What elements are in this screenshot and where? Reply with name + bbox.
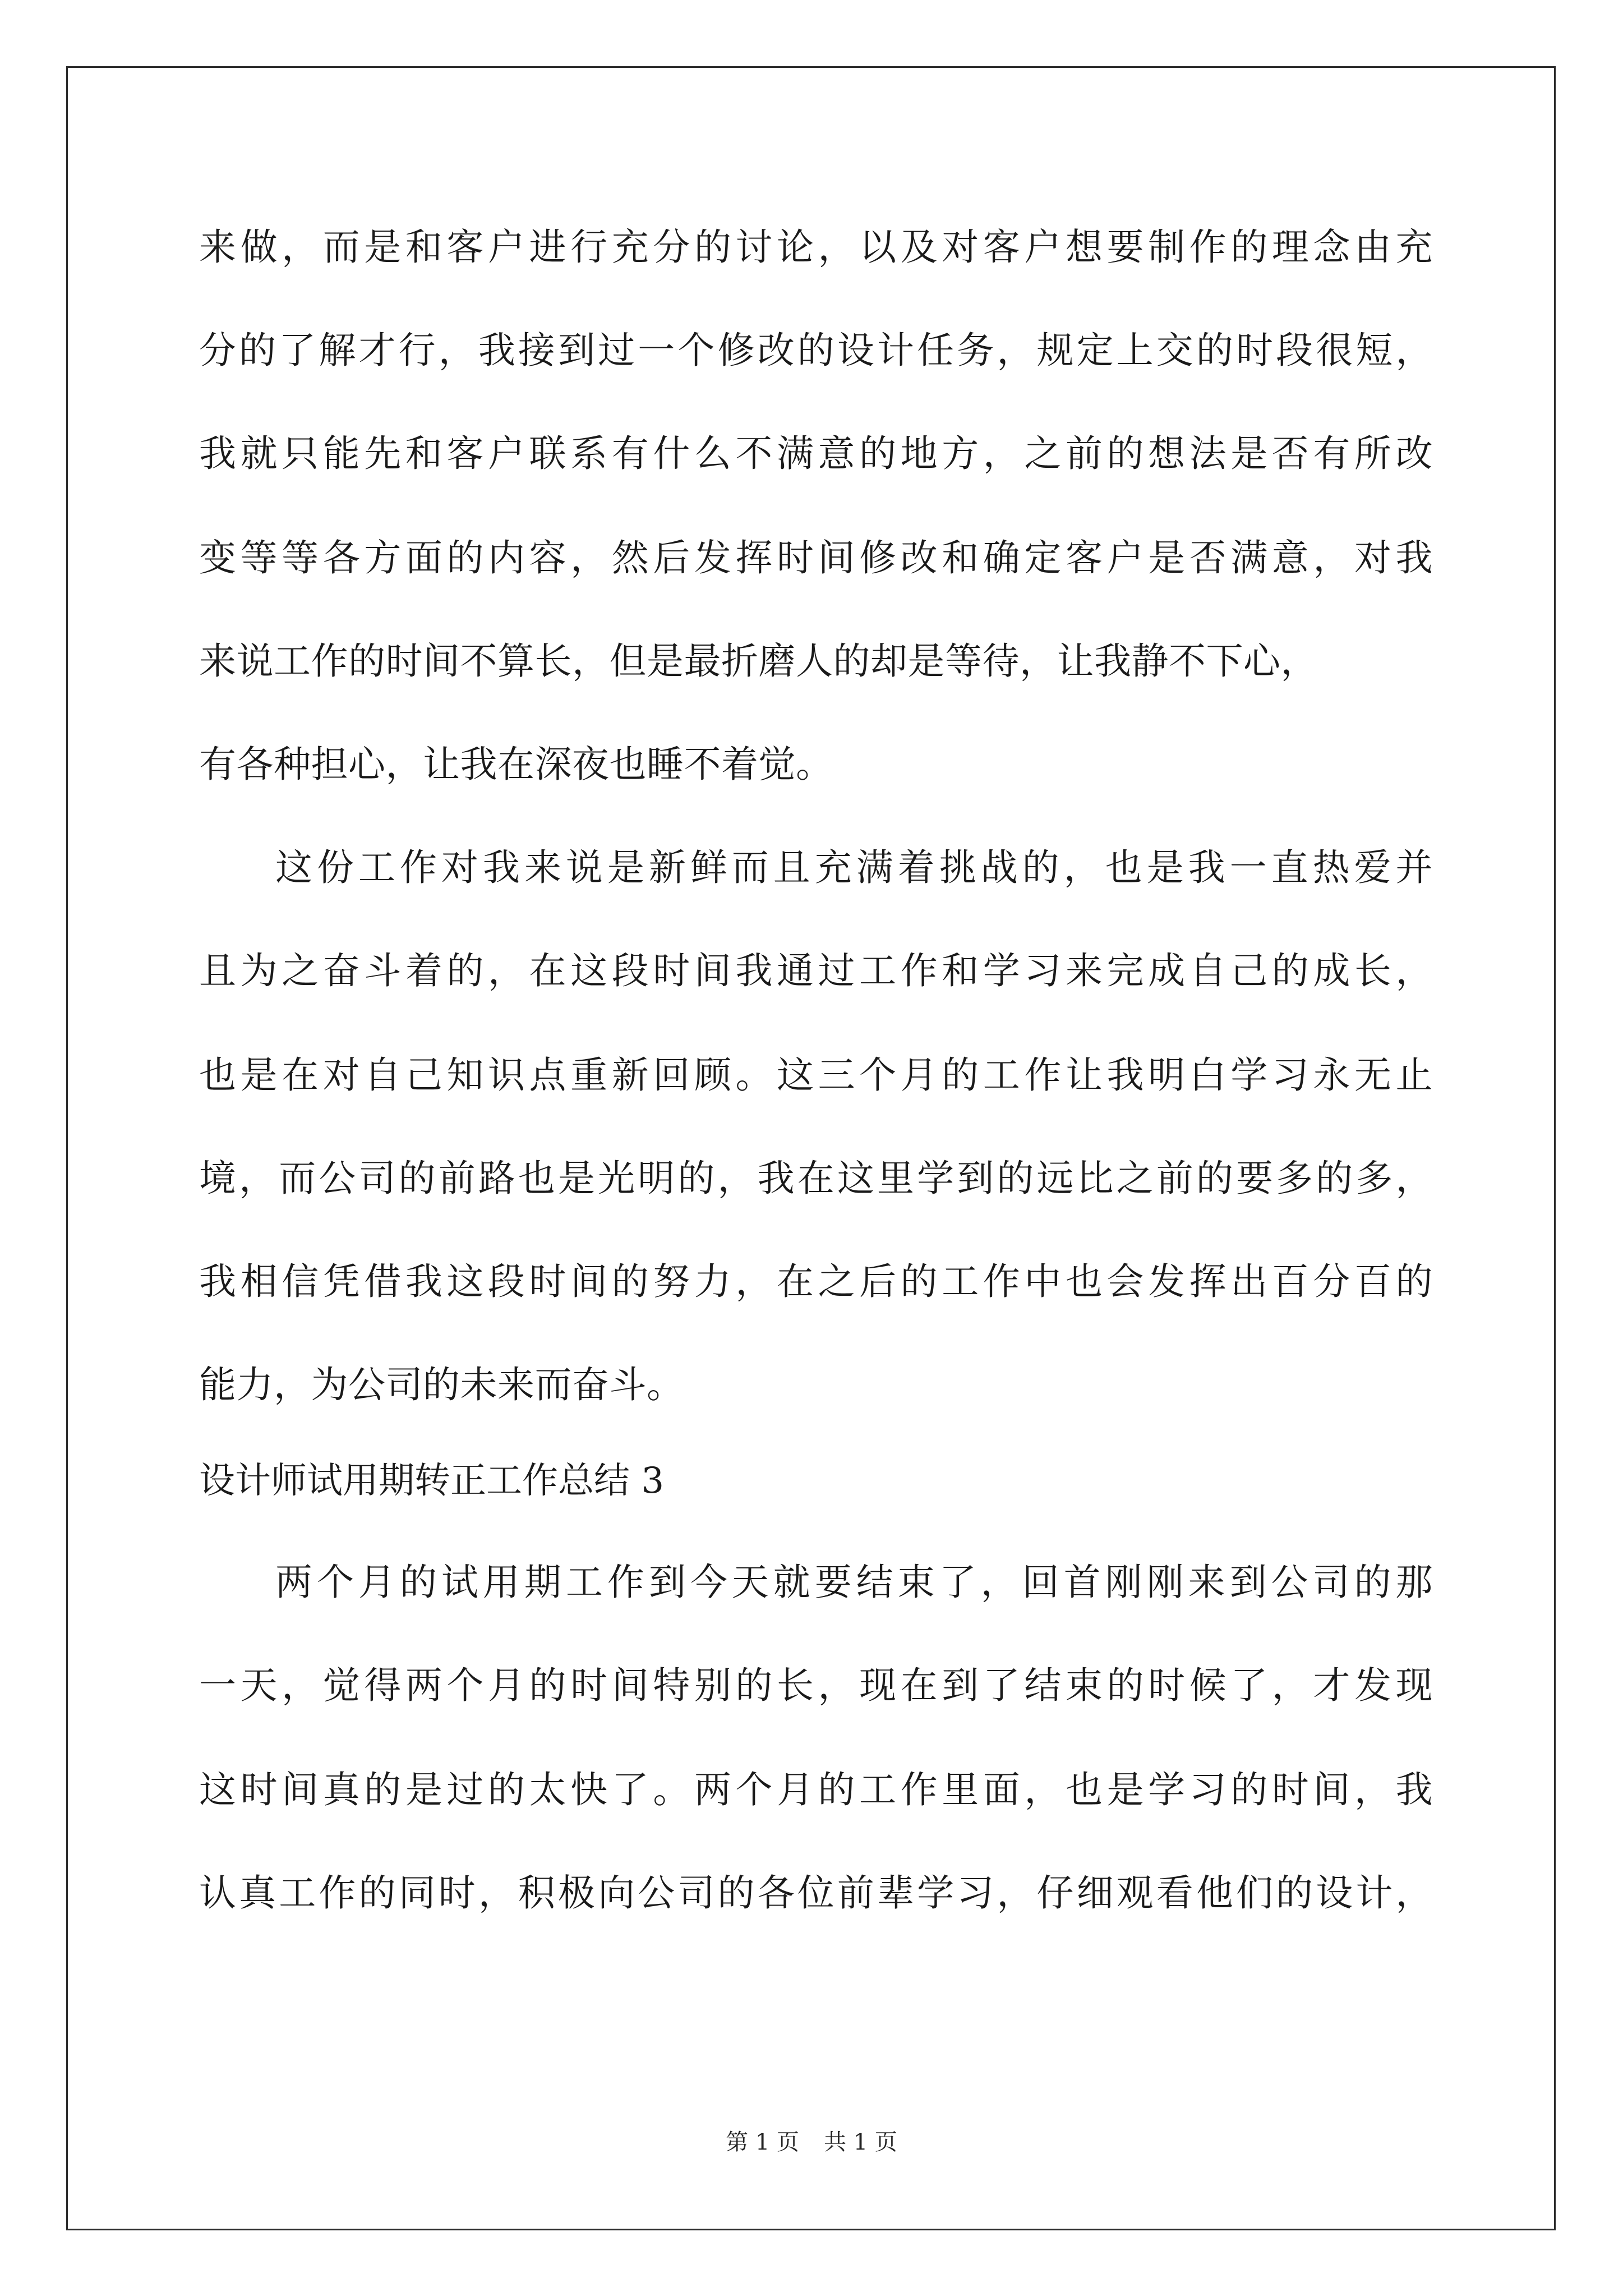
page-footer [0,2124,1623,2156]
paragraph-line: 来说工作的时间不算长，但是最折磨人的却是等待，让我静不下心， [199,639,1318,683]
paragraph-line: 一天，觉得两个月的时间特别的长，现在到了结束的时候了，才发现 [199,1664,1433,1707]
paragraph-line: 我相信凭借我这段时间的努力，在之后的工作中也会发挥出百分百的 [199,1260,1433,1303]
paragraph-line: 这份工作对我来说是新鲜而且充满着挑战的，也是我一直热爱并 [275,846,1433,889]
section-heading: 设计师试用期转正工作总结 3 [199,1460,665,1502]
paragraph-line: 认真工作的同时，积极向公司的各位前辈学习，仔细观看他们的设计， [199,1871,1433,1915]
paragraph-line: 变等等各方面的内容，然后发挥时间修改和确定客户是否满意，对我 [199,536,1433,579]
paragraph-line: 分的了解才行，我接到过一个修改的设计任务，规定上交的时段很短， [199,329,1433,372]
paragraph-line: 能力，为公司的未来而奋斗。 [199,1363,684,1406]
paragraph-line: 有各种担心，让我在深夜也睡不着觉。 [199,743,833,786]
paragraph-line: 也是在对自己知识点重新回顾。这三个月的工作让我明白学习永无止 [199,1053,1433,1097]
paragraph-line: 且为之奋斗着的，在这段时间我通过工作和学习来完成自己的成长， [199,949,1433,992]
paragraph-line: 这时间真的是过的太快了。两个月的工作里面，也是学习的时间，我 [199,1768,1433,1811]
page-number: 第 1 页 [726,2129,799,2155]
page-total: 共 1 页 [824,2129,897,2155]
paragraph-line: 两个月的试用期工作到今天就要结束了，回首刚刚来到公司的那 [275,1561,1433,1604]
paragraph-line: 我就只能先和客户联系有什么不满意的地方，之前的想法是否有所改 [199,432,1433,475]
paragraph-line: 来做，而是和客户进行充分的讨论，以及对客户想要制作的理念由充 [199,226,1433,269]
paragraph-line: 境，而公司的前路也是光明的，我在这里学到的远比之前的要多的多， [199,1157,1433,1200]
